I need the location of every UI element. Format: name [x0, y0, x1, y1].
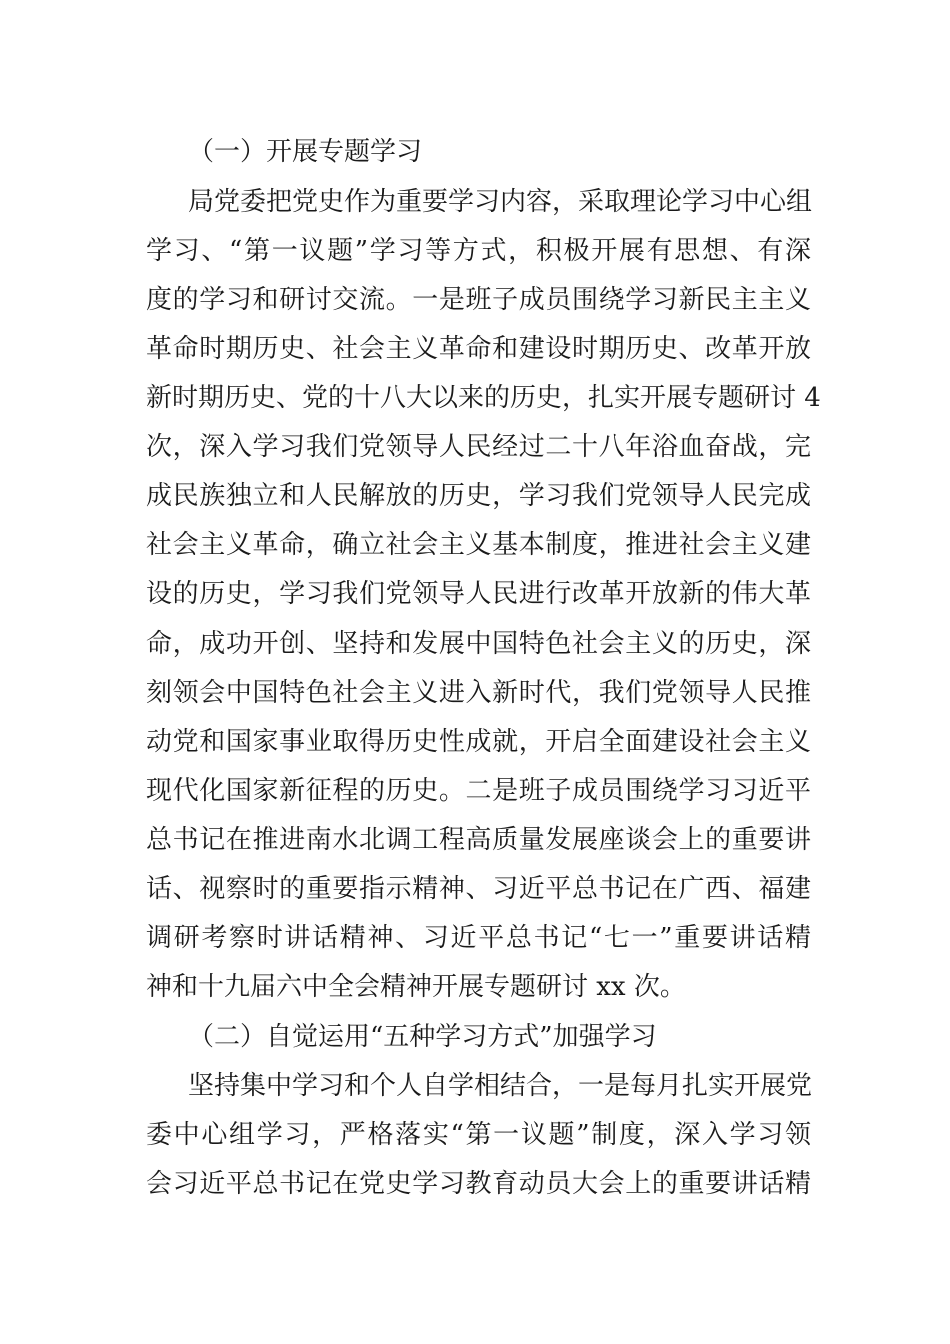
- paragraph-line: 度的学习和研讨交流。一是班子成员围绕学习新民主主义: [146, 285, 811, 315]
- paragraph-line: 新时期历史、党的十八大以来的历史，扎实开展专题研讨 4: [146, 383, 821, 413]
- paragraph-line: 会习近平总书记在党史学习教育动员大会上的重要讲话精: [146, 1169, 811, 1199]
- paragraph-line: 委中心组学习，严格落实“第一议题”制度，深入学习领: [146, 1120, 811, 1150]
- paragraph-line: 学习、“第一议题”学习等方式，积极开展有思想、有深: [146, 236, 811, 266]
- paragraph-line: 动党和国家事业取得历史性成就，开启全面建设社会主义: [146, 727, 811, 757]
- paragraph-line: 调研考察时讲话精神、习近平总书记“七一”重要讲话精: [146, 923, 811, 953]
- paragraph-line: 总书记在推进南水北调工程高质量发展座谈会上的重要讲: [146, 825, 811, 855]
- paragraph-line: 局党委把党史作为重要学习内容，采取理论学习中心组: [188, 187, 813, 217]
- paragraph-line: 命，成功开创、坚持和发展中国特色社会主义的历史，深: [146, 629, 811, 659]
- paragraph-line: 社会主义革命，确立社会主义基本制度，推进社会主义建: [146, 530, 811, 560]
- paragraph-line: 革命时期历史、社会主义革命和建设时期历史、改革开放: [146, 334, 811, 364]
- section-heading-2: （二）自觉运用“五种学习方式”加强学习: [188, 1022, 657, 1052]
- paragraph-line: 坚持集中学习和个人自学相结合，一是每月扎实开展党: [188, 1071, 813, 1101]
- paragraph-line: 设的历史，学习我们党领导人民进行改革开放新的伟大革: [146, 579, 811, 609]
- paragraph-line: 话、视察时的重要指示精神、习近平总书记在广西、福建: [146, 874, 811, 904]
- paragraph-line: 神和十九届六中全会精神开展专题研讨 xx 次。: [146, 972, 686, 1002]
- paragraph-line: 成民族独立和人民解放的历史，学习我们党领导人民完成: [146, 481, 811, 511]
- paragraph-line: 次，深入学习我们党领导人民经过二十八年浴血奋战，完: [146, 432, 811, 462]
- paragraph-line: 现代化国家新征程的历史。二是班子成员围绕学习习近平: [146, 776, 811, 806]
- section-heading-1: （一）开展专题学习: [188, 137, 423, 167]
- paragraph-line: 刻领会中国特色社会主义进入新时代，我们党领导人民推: [146, 678, 811, 708]
